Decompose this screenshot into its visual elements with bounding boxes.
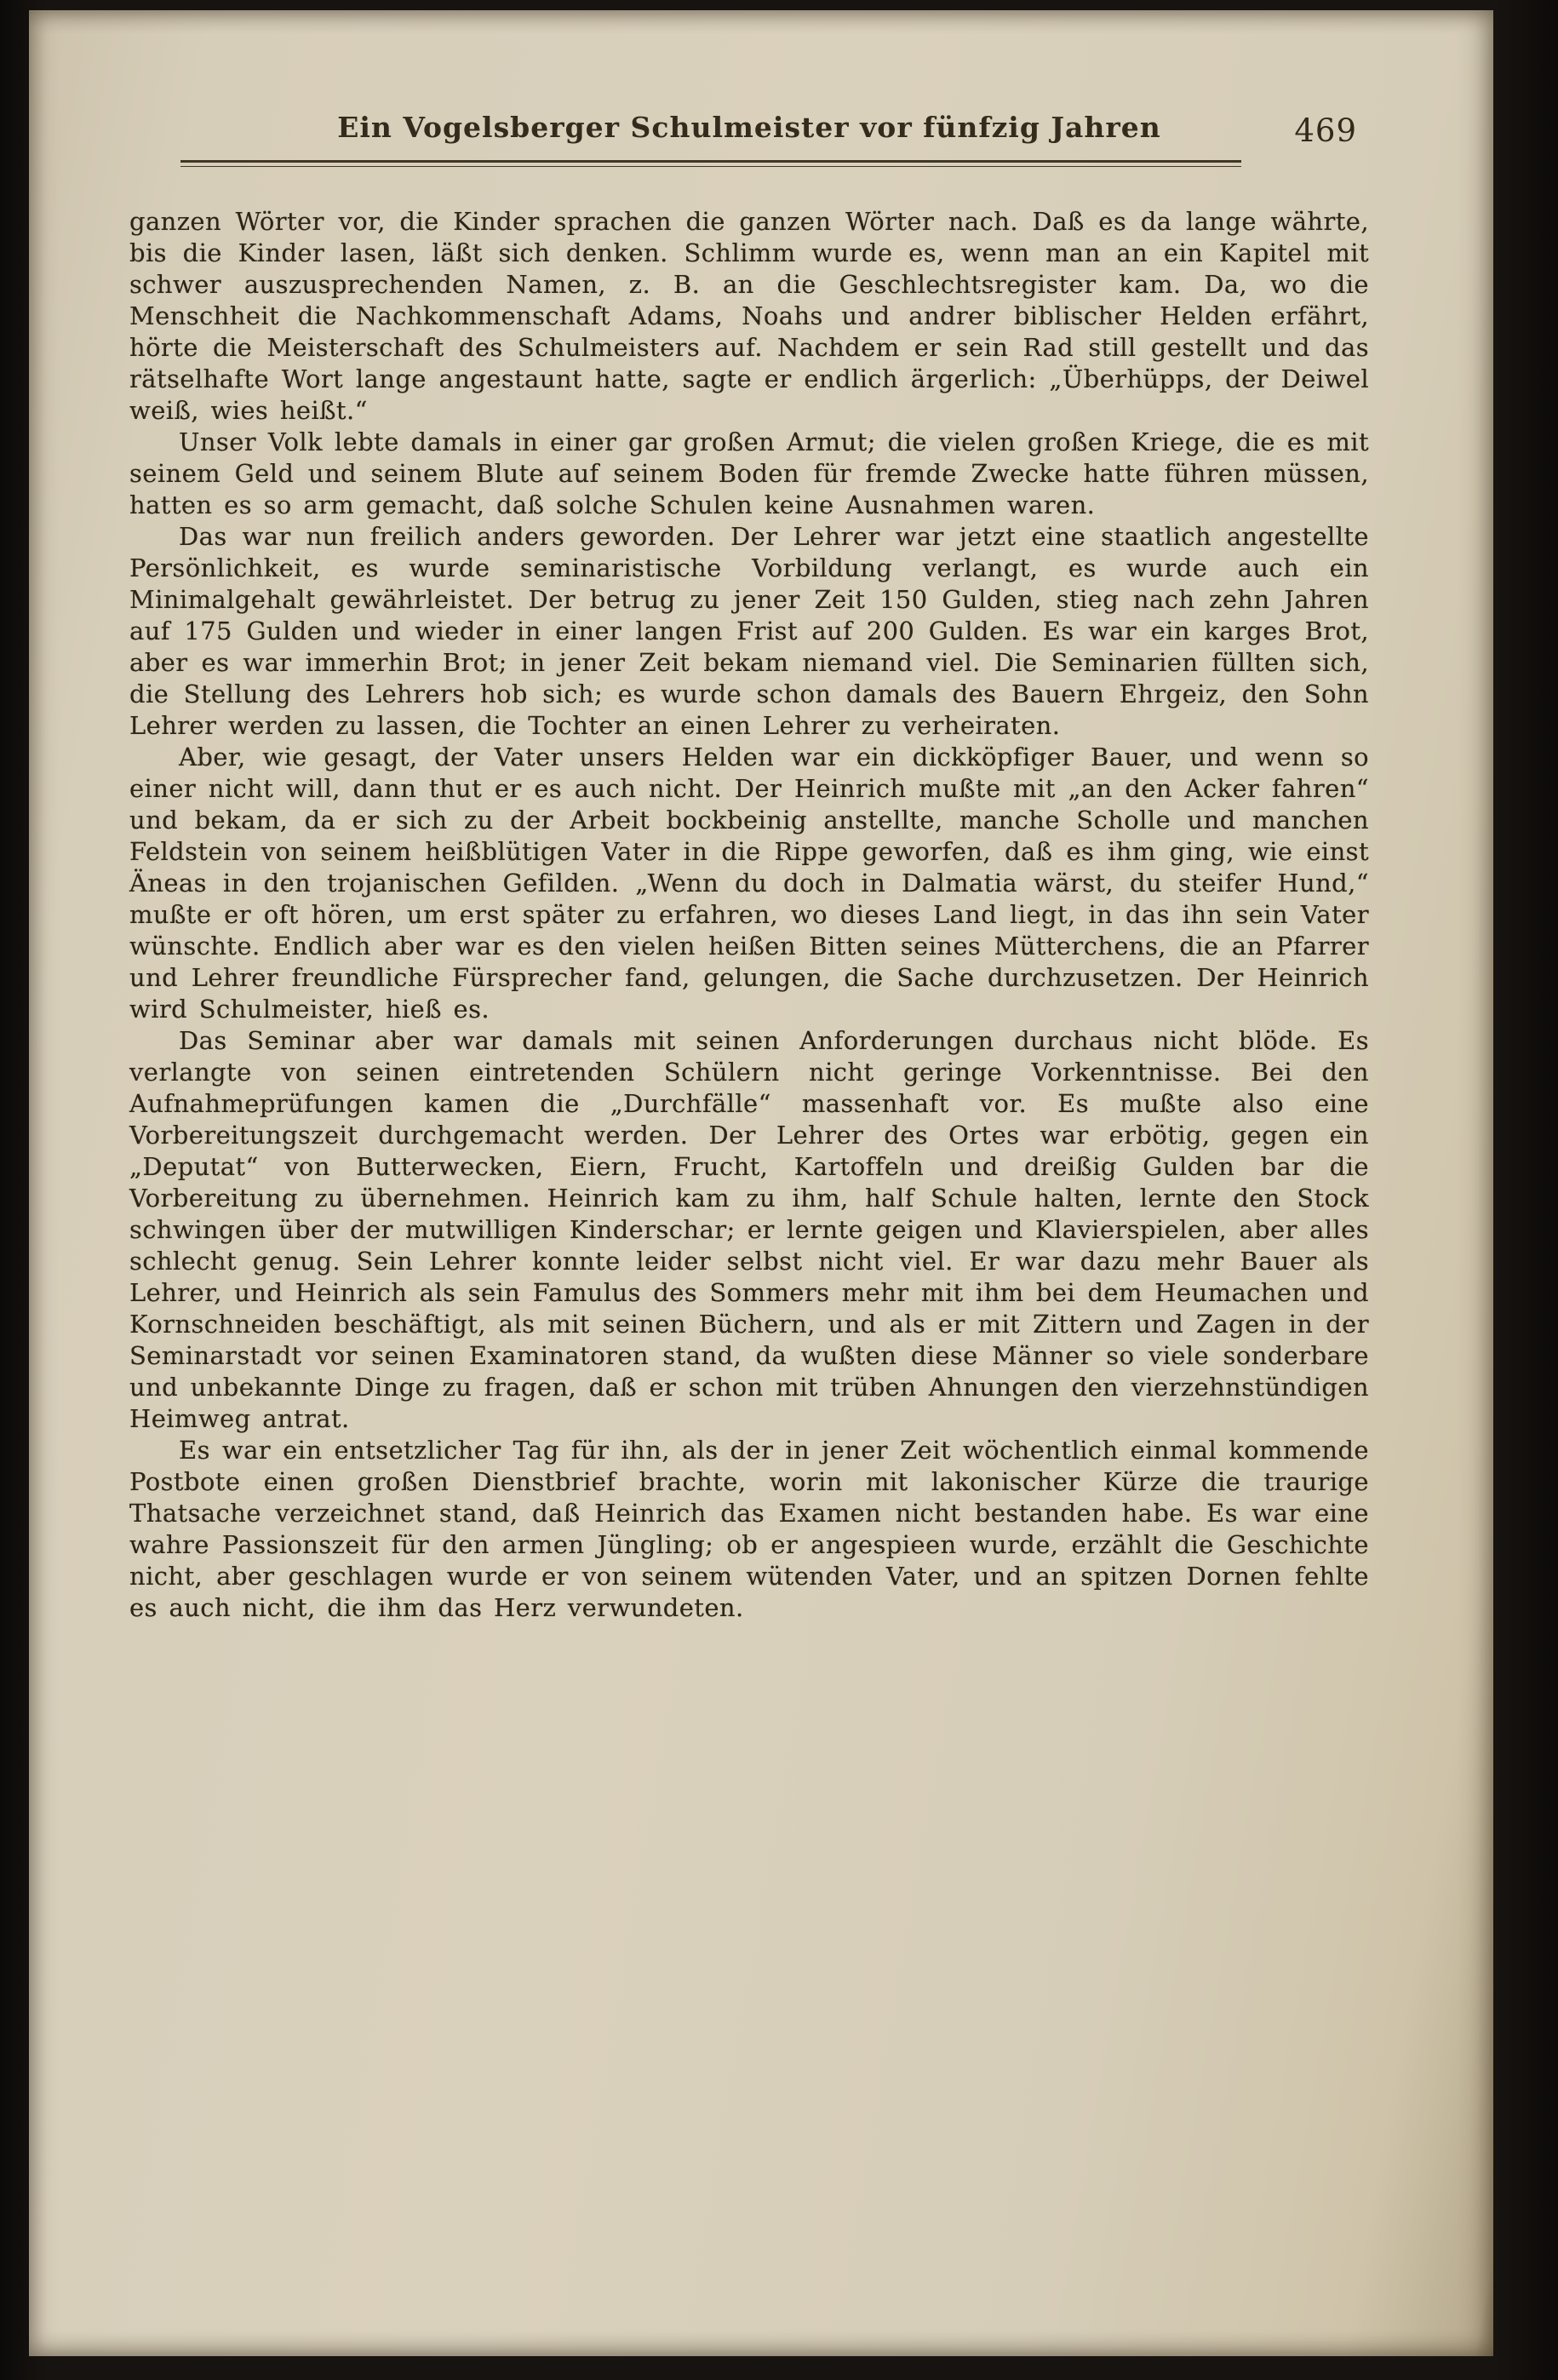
paragraph: Das Seminar aber war damals mit seinen Anforderungen durchaus nicht blöde. Es verlangte von seinen eintretenden Schülern nicht geringe Vorkenntnisse. Bei den Aufnahmeprüfungen kamen die „Durchfälle“ massenhaft vor. Es mußte also eine Vorbereitungszeit durchgemacht werden. Der Lehrer des Ortes war erbötig, gegen ein „Deputat“ von Butterwecken, Eiern, Frucht, Kartoffeln und dreißig Gulden bar die Vorbereitung zu übernehmen. Heinrich kam zu ihm, half Schule halten, lernte den Stock schwingen über der mutwilligen Kinderschar; er lernte geigen und Klavierspielen, aber alles schlecht genug. Sein Lehrer konnte leider selbst nicht viel. Er war dazu mehr Bauer als Lehrer, und Heinrich als sein Famulus des Sommers mehr mit ihm bei dem Heumachen und Kornschneiden beschäftigt, als mit seinen Büchern, und als er mit Zittern und Zagen in der Seminarstadt vor seinen Examinatoren stand, da wußten diese Männer so viele sonderbare und unbekannte Dinge zu fragen, daß er schon mit trüben Ahnungen den vierzehnstündigen Heimweg antrat. [129, 1026, 1369, 1433]
paragraph: Aber, wie gesagt, der Vater unsers Helden war ein dickköpfiger Bauer, und wenn so einer nicht will, dann thut er es auch nicht. Der Heinrich mußte mit „an den Acker fahren“ und bekam, da er sich zu der Arbeit bockbeinig anstellte, manche Scholle und manchen Feldstein von seinem heißblütigen Vater in die Rippe geworfen, daß es ihm ging, wie einst Äneas in den trojanischen Gefilden. „Wenn du doch in Dalmatia wärst, du steifer Hund,“ mußte er oft hören, um erst später zu erfahren, wo dieses Land liegt, in das ihn sein Vater wünschte. Endlich aber war es den vielen heißen Bitten seines Mütterchens, die an Pfarrer und Lehrer freundliche Fürsprecher fand, gelungen, die Sache durchzusetzen. Der Heinrich wird Schulmeister, hieß es. [129, 743, 1369, 1024]
running-header [129, 111, 1369, 155]
running-header-title: Ein Vogelsberger Schulmeister vor fünfzig Jahren [337, 111, 1161, 144]
paragraph: ganzen Wörter vor, die Kinder sprachen die ganzen Wörter nach. Daß es da lange währte, bis die Kinder lasen, läßt sich denken. Schlimm wurde es, wenn man an ein Kapitel mit schwer auszusprechenden Namen, z. B. an die Geschlechtsregister kam. Da, wo die Menschheit die Nachkommenschaft Adams, Noahs und andrer biblischer Helden erfährt, hörte die Meisterschaft des Schulmeisters auf. Nachdem er sein Rad still gestellt und das rätselhafte Wort lange angestaunt hatte, sagte er endlich ärgerlich: „Überhüpps, der Deiwel weiß, wies heißt.“ [129, 207, 1369, 425]
header-rule-thin [180, 166, 1241, 167]
header-rule-thick [180, 160, 1241, 163]
page-number: 469 [1294, 112, 1357, 149]
paragraph: Es war ein entsetzlicher Tag für ihn, als der in jener Zeit wöchentlich einmal kommende Postbote einen großen Dienstbrief brachte, worin mit lakonischer Kürze die traurige Thatsache verzeichnet stand, daß Heinrich das Examen nicht bestanden habe. Es war eine wahre Passionszeit für den armen Jüngling; ob er angespieen wurde, erzählt die Geschichte nicht, aber geschlagen wurde er von seinem wütenden Vater, und an spitzen Dornen fehlte es auch nicht, die ihm das Herz verwundeten. [129, 1436, 1369, 1622]
page-content [129, 111, 1369, 1624]
page-text [129, 206, 1369, 1624]
book-page [29, 10, 1493, 2356]
paragraph: Unser Volk lebte damals in einer gar großen Armut; die vielen großen Kriege, die es mit seinem Geld und seinem Blute auf seinem Boden für fremde Zwecke hatte führen müssen, hatten es so arm gemacht, daß solche Schulen keine Ausnahmen waren. [129, 427, 1369, 519]
paragraph: Das war nun freilich anders geworden. Der Lehrer war jetzt eine staatlich angestellte Persönlichkeit, es wurde seminaristische Vorbildung verlangt, es wurde auch ein Minimalgehalt gewährleistet. Der betrug zu jener Zeit 150 Gulden, stieg nach zehn Jahren auf 175 Gulden und wieder in einer langen Frist auf 200 Gulden. Es war ein karges Brot, aber es war immerhin Brot; in jener Zeit bekam niemand viel. Die Seminarien füllten sich, die Stellung des Lehrers hob sich; es wurde schon damals des Bauern Ehrgeiz, den Sohn Lehrer werden zu lassen, die Tochter an einen Lehrer zu verheiraten. [129, 522, 1369, 740]
